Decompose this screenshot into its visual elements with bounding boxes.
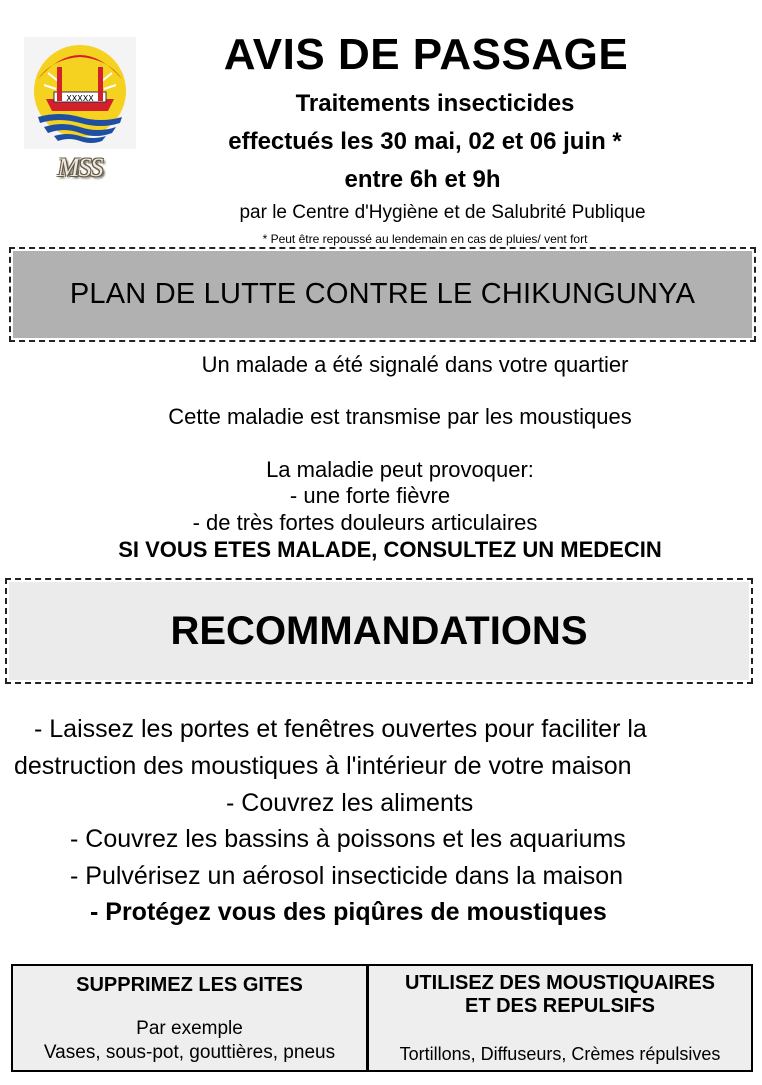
recommendation-item: - Laissez les portes et fenêtres ouvertes pour faciliter la [34,715,647,743]
recommendations-heading: RECOMMANDATIONS [9,582,749,680]
subtitle-hours: entre 6h et 9h [344,166,501,193]
box-title-line: ET DES REPULSIFS [464,995,656,1017]
footnote: * Peut être repoussé au lendemain en cas de pluies/ vent fort [262,232,588,246]
suppress-breeding-sites-box [11,964,368,1072]
box-title [369,972,751,1018]
info-line: Un malade a été signalé dans votre quartier [201,352,629,377]
box-title: SUPPRIMEZ LES GITES [76,974,303,996]
subtitle-agency: par le Centre d'Hygiène et de Salubrité Publique [239,202,646,223]
symptom-item: - de très fortes douleurs articulaires [192,510,538,535]
subtitle-treatment: Traitements insecticides [295,90,575,117]
plan-banner-text: PLAN DE LUTTE CONTRE LE CHIKUNGUNYA [13,251,752,338]
example-label: Par exemple [136,1018,243,1039]
repellent-items: Tortillons, Diffuseurs, Crèmes répulsives [399,1044,721,1064]
plan-banner [9,247,756,342]
example-items: Vases, sous-pot, gouttières, pneus [43,1042,336,1063]
recommendations-banner [5,578,753,684]
info-line: La maladie peut provoquer: [266,457,534,482]
recommendation-item: - Couvrez les aliments [226,789,474,817]
page-title: AVIS DE PASSAGE [223,30,629,79]
symptom-item: - une forte fièvre [289,483,451,508]
mss-label: MSS [57,153,103,182]
recommendation-item: - Pulvérisez un aérosol insecticide dans la maison [70,862,624,890]
box-title-line: UTILISEZ DES MOUSTIQUAIRES [404,972,716,994]
consult-warning: SI VOUS ETES MALADE, CONSULTEZ UN MEDECIN [118,537,662,562]
recommendation-item-emphasis: - Protégez vous des piqûres de moustiques [90,898,607,926]
recommendation-item: - Couvrez les bassins à poissons et les aquariums [70,825,626,853]
info-line: Cette maladie est transmise par les moustiques [168,404,632,429]
subtitle-dates: effectués les 30 mai, 02 et 06 juin * [228,128,622,155]
emblem-text: XXXXX [66,94,94,103]
recommendation-item: destruction des moustiques à l'intérieur de votre maison [14,752,632,780]
mosquito-nets-box [367,964,753,1072]
